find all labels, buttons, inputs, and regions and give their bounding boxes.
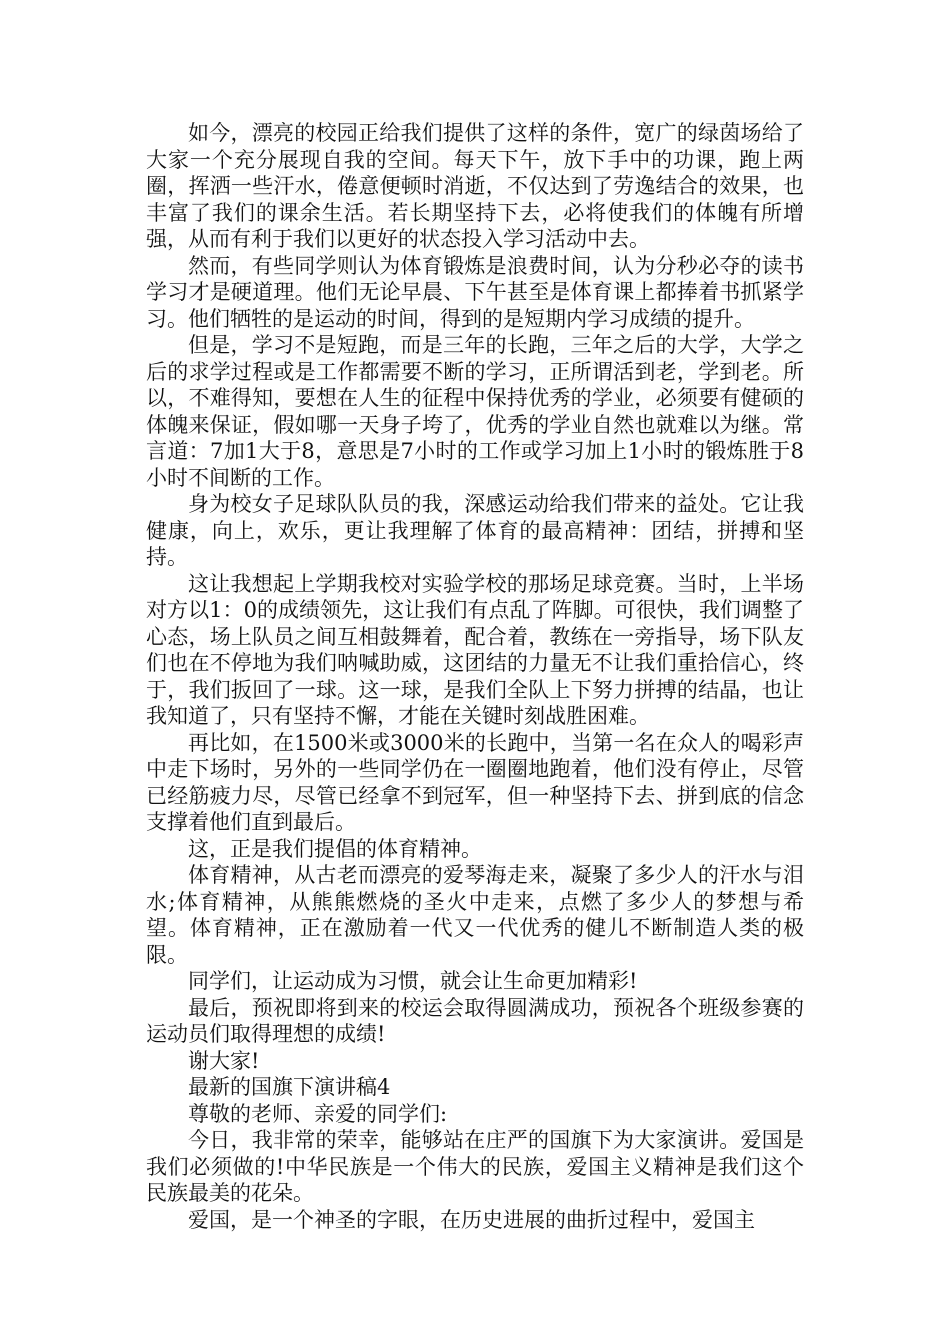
document-body: [146, 120, 804, 1233]
paragraph: 但是，学习不是短跑，而是三年的长跑，三年之后的大学，大学之后的求学过程或是工作都需要不断的学习，正所谓活到老，学到老。所以，不难得知，要想在人生的征程中保持优秀的学业，必须要有健硕的体魄来保证，假如哪一天身子垮了，优秀的学业自然也就难以为继。常言道：7加1大于8，意思是7小时的工作或学习加上1小时的锻炼胜于8小时不间断的工作。: [146, 333, 804, 490]
section-title: 最新的国旗下演讲稿4: [188, 1075, 391, 1099]
paragraph: 爱国，是一个神圣的字眼，在历史进展的曲折过程中，爱国主: [188, 1207, 755, 1232]
paragraph: 如今，漂亮的校园正给我们提供了这样的条件，宽广的绿茵场给了大家一个充分展现自我的空间。每天下午，放下手中的功课，跑上两圈，挥洒一些汗水，倦意便顿时消逝，不仅达到了劳逸结合的效果，也丰富了我们的课余生活。若长期坚持下去，必将使我们的体魄有所增强，从而有利于我们以更好的状态投入学习活动中去。: [146, 121, 804, 251]
paragraph: 这让我想起上学期我校对实验学校的那场足球竞赛。当时，上半场对方以1：0的成绩领先，这让我们有点乱了阵脚。可很快，我们调整了心态，场上队员之间互相鼓舞着，配合着，教练在一旁指导，场下队友们也在不停地为我们呐喊助威，这团结的力量无不让我们重拾信心，终于，我们扳回了一球。这一球，是我们全队上下努力拼搏的结晶，也让我知道了，只有坚持不懈，才能在关键时刻战胜困难。: [146, 571, 804, 728]
paragraph: 然而，有些同学则认为体育锻炼是浪费时间，认为分秒必夺的读书学习才是硬道理。他们无论早晨、下午甚至是体育课上都捧着书抓紧学习。他们牺牲的是运动的时间，得到的是短期内学习成绩的提升。: [146, 253, 804, 331]
paragraph: 最后，预祝即将到来的校运会取得圆满成功，预祝各个班级参赛的运动员们取得理想的成绩!: [146, 995, 804, 1046]
paragraph: 今日，我非常的荣幸，能够站在庄严的国旗下为大家演讲。爱国是我们必须做的!中华民族是一个伟大的民族，爱国主义精神是我们这个民族最美的花朵。: [146, 1128, 804, 1205]
salutation: 尊敬的老师、亲爱的同学们:: [188, 1101, 448, 1126]
paragraph: 同学们，让运动成为习惯，就会让生命更加精彩!: [188, 969, 638, 993]
paragraph: 谢大家!: [188, 1048, 260, 1073]
paragraph: 再比如，在1500米或3000米的长跑中，当第一名在众人的喝彩声中走下场时，另外的一些同学仍在一圈圈地跑着，他们没有停止，尽管已经筋疲力尽，尽管已经拿不到冠军，但一种坚持下去、拼到底的信念支撑着他们直到最后。: [146, 730, 804, 834]
paragraph: 这，正是我们提倡的体育精神。: [188, 836, 482, 861]
paragraph: 身为校女子足球队队员的我，深感运动给我们带来的益处。它让我健康，向上，欢乐，更让我理解了体育的最高精神：团结，拼搏和坚持。: [146, 492, 804, 569]
paragraph: 体育精神，从古老而漂亮的爱琴海走来，凝聚了多少人的汗水与泪水;体育精神，从熊熊燃烧的圣火中走来，点燃了多少人的梦想与希望。体育精神，正在激励着一代又一代优秀的健儿不断制造人类的极限。: [146, 863, 804, 967]
